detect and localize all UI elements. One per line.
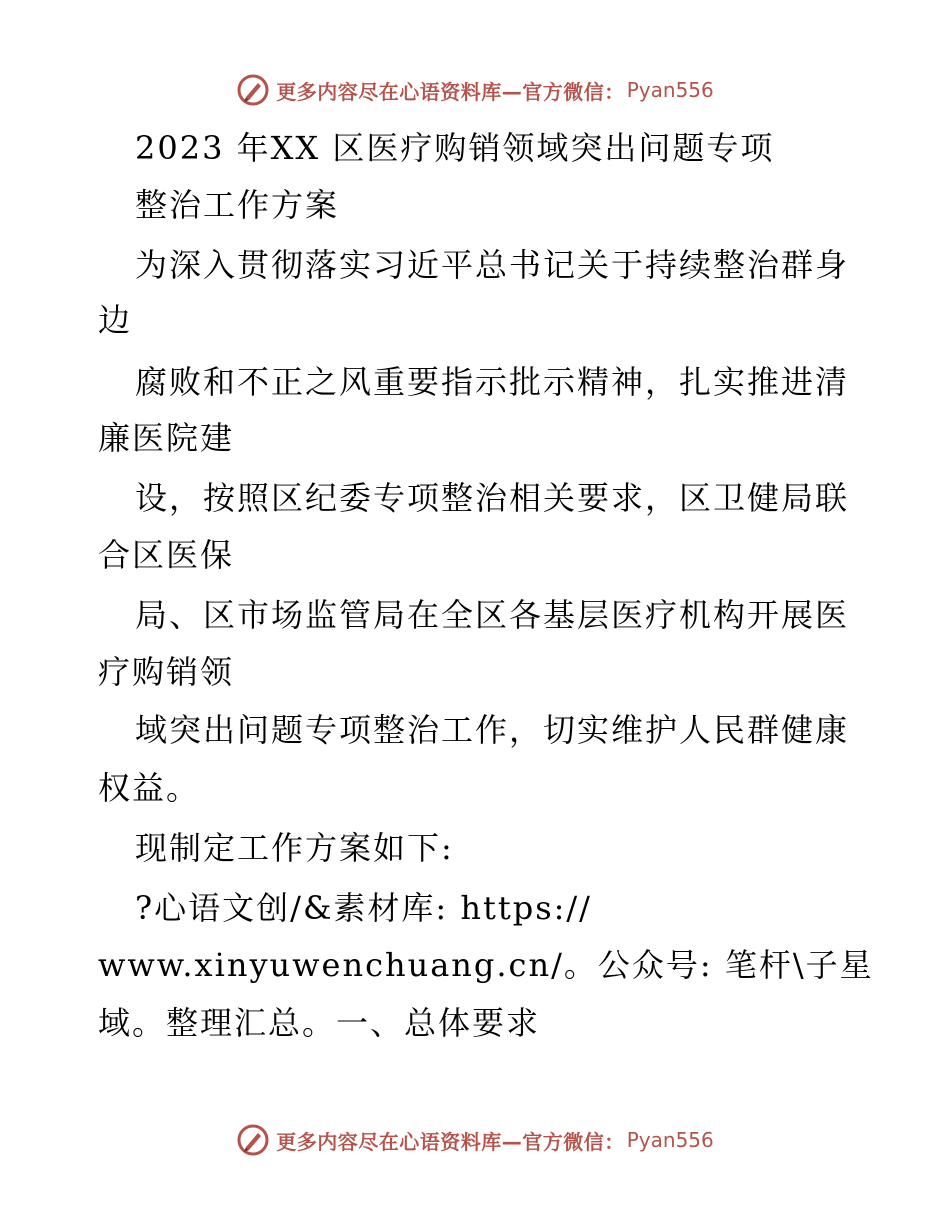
banner-wechat-id: Pyan556 — [626, 78, 714, 102]
doc-line: 整治工作方案 — [135, 186, 340, 224]
banner-wechat-id: Pyan556 — [626, 1128, 714, 1152]
doc-line: 廉医院建 — [98, 419, 235, 457]
doc-line: 现制定工作方案如下: — [135, 829, 454, 867]
doc-line: 2023 年XX 区医疗购销领域突出问题专项 — [135, 129, 775, 167]
pen-logo-icon — [236, 73, 270, 107]
footer-banner — [0, 1120, 950, 1160]
doc-line: 腐败和不正之风重要指示批示精神，扎实推进清 — [135, 363, 850, 401]
doc-line: 合区医保 — [98, 536, 235, 574]
doc-line: 权益。 — [98, 769, 201, 807]
doc-line: 域突出问题专项整治工作，切实维护人民群健康 — [135, 711, 850, 749]
doc-line: ?心语文创/&素材库: https:// — [135, 889, 592, 927]
doc-line: www.xinyuwenchuang.cn/。公众号: 笔杆\子星 — [98, 946, 874, 984]
banner-text: 更多内容尽在心语资料库—官方微信： — [276, 79, 625, 104]
doc-line: 局、区市场监管局在全区各基层医疗机构开展医 — [135, 596, 850, 634]
header-banner — [0, 70, 950, 110]
pen-logo-icon — [236, 1123, 270, 1157]
doc-line: 域。整理汇总。一、总体要求 — [98, 1004, 541, 1042]
doc-line: 疗购销领 — [98, 653, 235, 691]
doc-line: 边 — [98, 301, 133, 339]
doc-line: 为深入贯彻落实习近平总书记关于持续整治群身 — [135, 246, 850, 284]
doc-line: 设，按照区纪委专项整治相关要求，区卫健局联 — [135, 479, 850, 517]
banner-text: 更多内容尽在心语资料库—官方微信： — [276, 1129, 625, 1154]
